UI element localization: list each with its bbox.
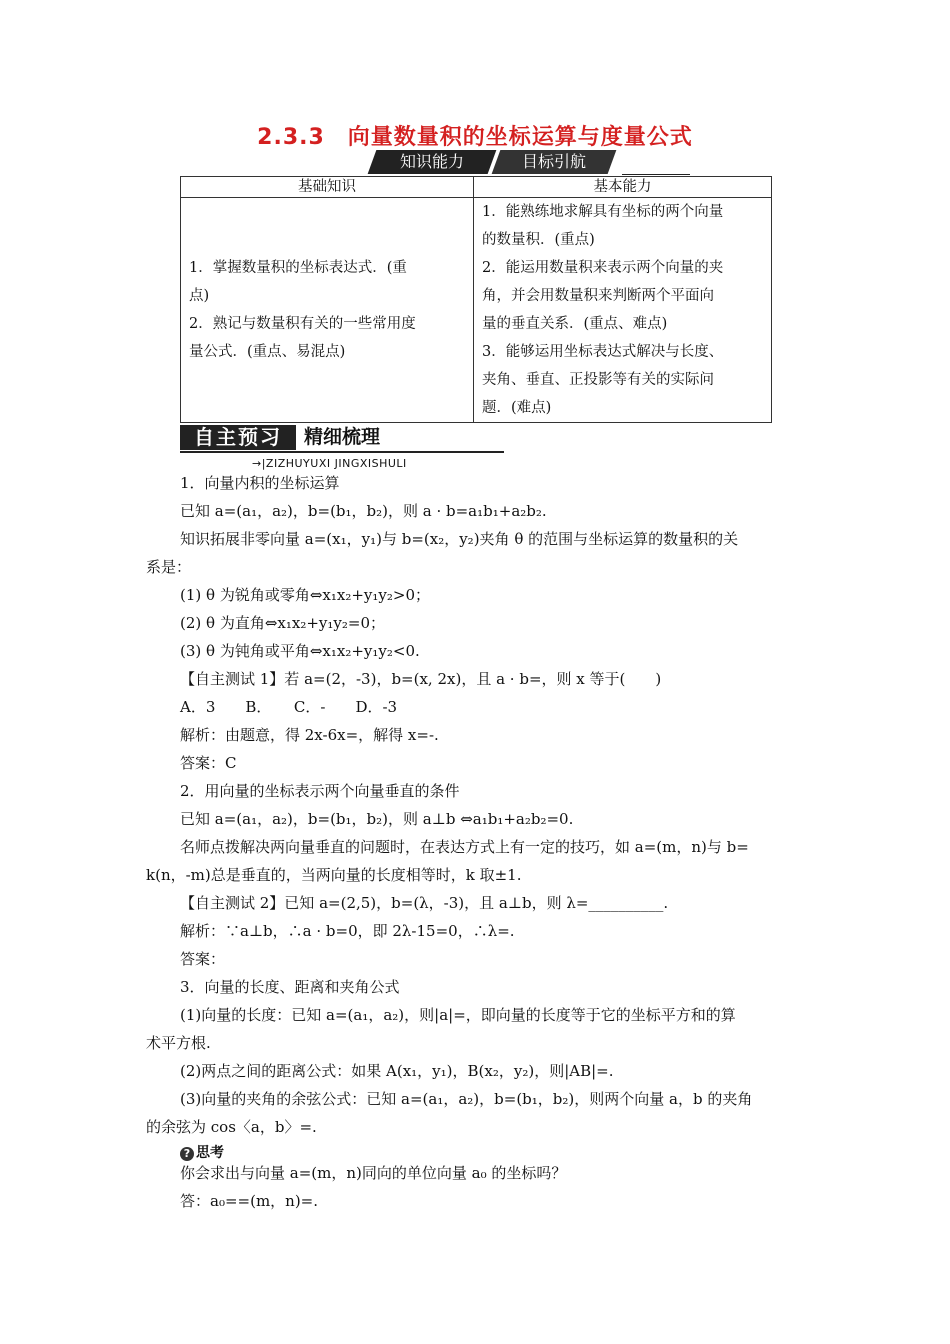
text-line: A．3 B． C．- D．-3: [180, 698, 398, 716]
text-line: 的余弦为 cos〈a，b〉=.: [146, 1118, 317, 1136]
think-heading: ? 思考: [180, 1142, 224, 1162]
heading-1: 1．向量内积的坐标运算: [180, 474, 340, 492]
table-cell-knowledge: 1．掌握数量积的坐标表达式．(重 点) 2．熟记与数量积有关的一些常用度 量公式．(重点、易混点): [181, 198, 474, 423]
text-line: 解析：由题意，得 2x-6x=，解得 x=-.: [180, 726, 439, 744]
text-line: 术平方根.: [146, 1034, 211, 1052]
text-line: (2) θ 为直角⇔x₁x₂+y₁y₂=0；: [180, 614, 385, 632]
section-box-label: 自主预习: [180, 425, 296, 450]
text-line: (3)向量的夹角的余弦公式：已知 a=(a₁，a₂)，b=(b₁，b₂)，则两个向量 a，b 的夹角: [180, 1090, 753, 1108]
text-line: 【自主测试 2】已知 a=(2,5)，b=(λ，-3)，且 a⊥b，则 λ=__________.: [180, 894, 669, 912]
section-rule: [180, 451, 504, 453]
banner-tab-knowledge: 知识能力: [368, 150, 497, 174]
table-header-basic-knowledge: 基础知识: [181, 177, 474, 198]
text-line: 你会求出与向量 a=(m，n)同向的单位向量 a₀ 的坐标吗？: [180, 1164, 567, 1182]
text-line: 名师点拨解决两向量垂直的问题时，在表达方式上有一定的技巧，如 a=(m，n)与 b=: [180, 838, 749, 856]
text-line: 系是：: [146, 558, 192, 576]
section-title: 精细梳理: [304, 426, 381, 448]
text-line: 已知 a=(a₁，a₂)，b=(b₁，b₂)，则 a⊥b ⇔a₁b₁+a₂b₂=0.: [180, 810, 574, 828]
heading-3: 3．向量的长度、距离和夹角公式: [180, 978, 400, 996]
heading-2: 2．用向量的坐标表示两个向量垂直的条件: [180, 782, 460, 800]
text-line: k(n，-m)总是垂直的，当两向量的长度相等时，k 取±1.: [146, 866, 522, 884]
text-line: 知识拓展非零向量 a=(x₁，y₁)与 b=(x₂，y₂)夹角 θ 的范围与坐标运算的数量积的关: [180, 530, 739, 548]
text-line: 【自主测试 1】若 a=(2，-3)，b=(x, 2x)，且 a · b=，则 x 等于( ): [180, 670, 662, 688]
text-line: 答案：: [180, 950, 226, 968]
banner-rule: [622, 174, 690, 175]
text-line: 答案：C: [180, 754, 237, 772]
page-title: 2.3.3 向量数量积的坐标运算与度量公式: [257, 125, 693, 150]
question-icon: ?: [180, 1147, 194, 1161]
table-header-basic-ability: 基本能力: [474, 177, 772, 198]
table-cell-ability: 1．能熟练地求解具有坐标的两个向量 的数量积．(重点) 2．能运用数量积来表示两个向量的夹 角，并会用数量积来判断两个平面向 量的垂直关系．(重点、难点) 3．能够运用坐标表达式解决与长度、 夹角、垂直、正投影等有关的实际问 题．(难点): [474, 198, 772, 423]
text-line: 已知 a=(a₁，a₂)，b=(b₁，b₂)，则 a · b=a₁b₁+a₂b₂.: [180, 502, 547, 520]
text-line: (3) θ 为钝角或平角⇔x₁x₂+y₁y₂<0.: [180, 642, 420, 660]
text-line: (1)向量的长度：已知 a=(a₁，a₂)，则|a|=，即向量的长度等于它的坐标平方和的算: [180, 1006, 736, 1024]
text-line: (2)两点之间的距离公式：如果 A(x₁，y₁)，B(x₂，y₂)，则|AB|=.: [180, 1062, 614, 1080]
text-line: 解析：∵a⊥b，∴a · b=0，即 2λ-15=0，∴λ=.: [180, 922, 515, 940]
banner-tab-goals: 目标引航: [492, 150, 617, 174]
section-subtitle: →|ZIZHUYUXI JINGXISHULI: [252, 457, 407, 470]
text-line: 答：a₀==(m，n)=.: [180, 1192, 319, 1210]
objectives-table: [180, 176, 772, 423]
text-line: (1) θ 为锐角或零角⇔x₁x₂+y₁y₂>0；: [180, 586, 430, 604]
